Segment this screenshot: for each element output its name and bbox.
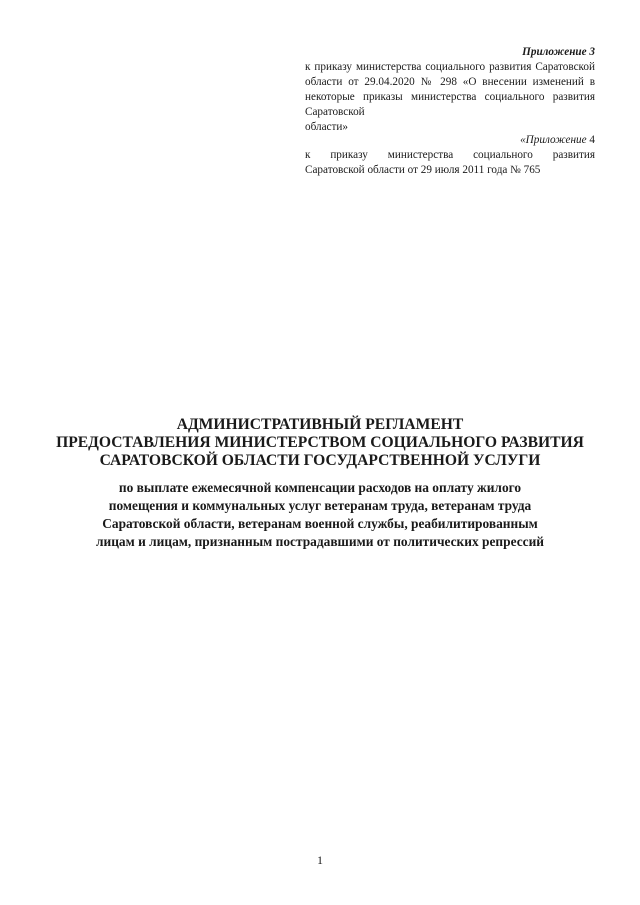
appendix-4-text [305,148,595,178]
appendix-3-line: «О внесении изменений в некоторые приказы [305,76,596,103]
appendix-4-line: к приказу министерства социального развития [305,149,595,161]
appendix-4-heading-word: «Приложение [520,134,587,146]
subtitle-line: по выплате ежемесячной компенсации расходов на оплату жилого [118,480,522,495]
appendix-3-line: области» [305,121,348,133]
appendix-3-text [305,60,595,135]
appendix-3-line: министерства социального развития Саратовской [305,91,595,118]
appendix-4-heading-number: 4 [589,134,595,146]
appendix-4-block [305,133,595,178]
appendix-3-block [305,45,595,135]
document-subtitle [40,479,600,551]
appendix-3-heading: Приложение 3 [522,46,595,58]
appendix-4-line: Саратовской области от 29 июля 2011 года № 765 [305,164,541,176]
appendix-4-heading [305,133,595,148]
title-line: САРАТОВСКОЙ ОБЛАСТИ ГОСУДАРСТВЕННОЙ УСЛУГИ [99,452,541,469]
subtitle-line: Саратовской области, ветеранам военной службы, реабилитированным [102,516,538,531]
title-line: ПРЕДОСТАВЛЕНИЯ МИНИСТЕРСТВОМ СОЦИАЛЬНОГО РАЗВИТИЯ [56,434,584,451]
document-title [40,416,600,470]
page-number: 1 [317,853,323,867]
subtitle-line: лицам и лицам, признанным пострадавшими от политических репрессий [95,534,545,549]
appendix-3-line: к приказу министерства социального развития [305,61,532,73]
appendix-3-line: Саратовской области от 29.04.2020 № 298 [305,61,596,88]
subtitle-line: помещения и коммунальных услуг ветеранам труда, ветеранам труда [108,498,532,513]
title-line: АДМИНИСТРАТИВНЫЙ РЕГЛАМЕНТ [176,416,464,433]
